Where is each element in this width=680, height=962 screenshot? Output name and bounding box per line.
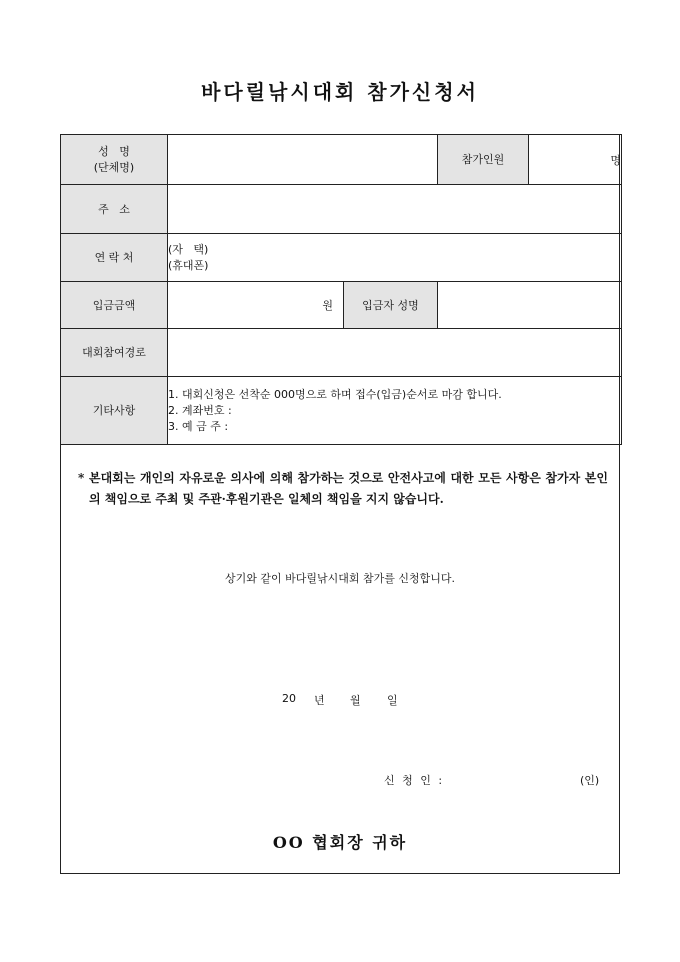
date-year-prefix: 20 — [282, 692, 296, 705]
date-day: 일 — [387, 694, 398, 707]
etc-content-cell — [168, 377, 622, 445]
document-title: 바다릴낚시대회 참가신청서 — [201, 80, 479, 104]
address-input-cell[interactable] — [168, 185, 622, 234]
route-input-cell[interactable] — [168, 329, 622, 377]
name-input-cell[interactable] — [168, 135, 438, 185]
liability-notice — [78, 468, 608, 510]
participants-unit: 명 — [610, 153, 621, 167]
address-label: 주 소 — [61, 185, 168, 234]
notice-text: 본대회는 개인의 자유로운 의사에 의해 참가하는 것으로 안전사고에 대한 모든 사항은 참가자 본인의 책임으로 주최 및 주관·후원기관은 일체의 책임을 지지 않습니다. — [89, 471, 608, 506]
contact-label: 연 락 처 — [61, 234, 168, 282]
deposit-amount-cell[interactable] — [168, 282, 344, 329]
notice-star: * — [78, 471, 85, 485]
name-label: 성 명 — [98, 144, 130, 158]
participants-label: 참가인원 — [438, 135, 529, 185]
row-deposit — [61, 282, 622, 329]
etc-line-2: 2. 계좌번호 : — [168, 403, 232, 417]
contact-input-cell[interactable] — [168, 234, 622, 282]
row-route — [61, 329, 622, 377]
etc-line-1: 1. 대회신청은 선착순 000명으로 하며 접수(입금)순서로 마감 합니다. — [168, 387, 502, 401]
etc-label: 기타사항 — [61, 377, 168, 445]
date-year: 년 — [314, 694, 325, 707]
name-sublabel: (단체명) — [93, 160, 135, 174]
addressee: OO 협회장 귀하 — [272, 833, 408, 852]
contact-mobile-label: (휴대폰) — [168, 258, 209, 272]
applicant-label: 신 청 인 : — [384, 774, 445, 787]
deposit-label: 입금금액 — [61, 282, 168, 329]
date-month: 월 — [350, 694, 361, 707]
deposit-unit: 원 — [322, 299, 333, 312]
depositor-input-cell[interactable] — [438, 282, 622, 329]
row-address — [61, 185, 622, 234]
name-label-cell — [61, 135, 168, 185]
depositor-label: 입금자 성명 — [344, 282, 438, 329]
route-label: 대회참여경로 — [61, 329, 168, 377]
row-name — [61, 135, 622, 185]
application-form-table — [60, 134, 622, 445]
row-contact — [61, 234, 622, 282]
seal-mark: (인) — [580, 774, 600, 787]
contact-home-label: (자 택) — [168, 242, 209, 256]
etc-line-3: 3. 예 금 주 : — [168, 419, 229, 433]
row-etc — [61, 377, 622, 445]
request-statement: 상기와 같이 바다릴낚시대회 참가를 신청합니다. — [224, 572, 455, 585]
participants-input-cell[interactable] — [529, 135, 622, 185]
